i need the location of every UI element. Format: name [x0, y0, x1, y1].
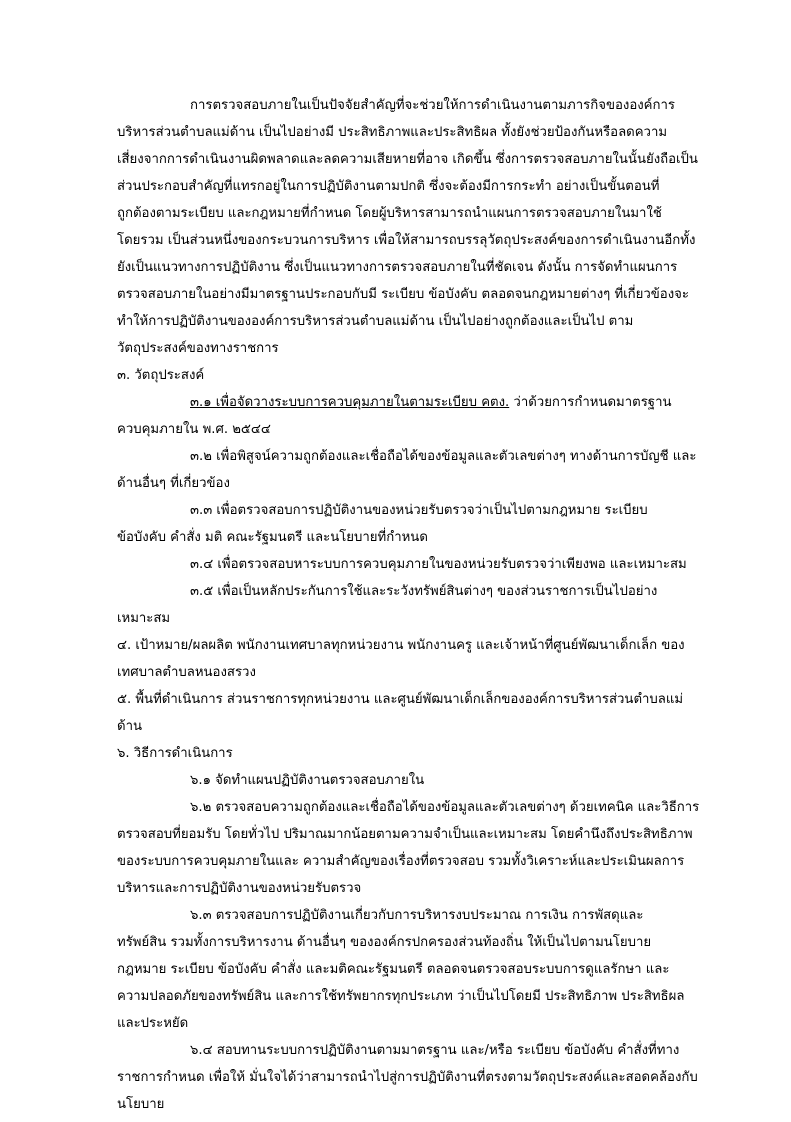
section-heading: ๖. วิธีการดำเนินการ — [117, 746, 233, 761]
section-heading: ๓. วัตถุประสงค์ — [117, 368, 205, 383]
objective-line: เหมาะสม — [117, 611, 171, 626]
paragraph-line: เทศบาลตำบลหนองสรวง — [117, 665, 256, 680]
method-line: ตรวจสอบที่ยอมรับ โดยทั่วไป ปริมาณมากน้อยตามความจำเป็นและเหมาะสม โดยคำนึงถึงประสิทธิภาพ — [117, 827, 693, 842]
objective-line-rest: ว่าด้วยการกำหนดมาตรฐาน — [509, 395, 672, 410]
method-line: ความปลอดภัยของทรัพย์สิน และการใช้ทรัพยากรทุกประเภท ว่าเป็นไปโดยมี ประสิทธิภาพ ประสิทธิผล — [117, 989, 685, 1004]
method-line: ทรัพย์สิน รวมทั้งการบริหารงาน ด้านอื่นๆ ขององค์กรปกครองส่วนท้องถิ่น ให้เป็นไปตามนโยบาย — [117, 935, 652, 950]
paragraph-line: ยังเป็นแนวทางการปฏิบัติงาน ซึ่งเป็นแนวทางการตรวจสอบภายในที่ชัดเจน ดังนั้น การจัดทำแผนการ — [117, 260, 678, 275]
method-line: นโยบาย — [117, 1097, 165, 1112]
method-line: บริหารและการปฏิบัติงานของหน่วยรับตรวจ — [117, 881, 362, 896]
method-line: ๖.๑ จัดทำแผนปฏิบัติงานตรวจสอบภายใน — [190, 773, 425, 788]
objective-line — [190, 393, 672, 413]
paragraph-line: ถูกต้องตามระเบียบ และกฎหมายที่กำหนด โดยผู้บริหารสามารถนำแผนการตรวจสอบภายในมาใช้ — [117, 206, 662, 221]
paragraph-line: เสี่ยงจากการดำเนินงานผิดพลาดและลดความเสียหายที่อาจ เกิดขึ้น ซึ่งการตรวจสอบภายในนั้นยังถือเป็น — [117, 152, 698, 167]
method-line: ๖.๓ ตรวจสอบการปฏิบัติงานเกี่ยวกับการบริหารงบประมาณ การเงิน การพัสดุและ — [190, 908, 644, 923]
method-line: กฎหมาย ระเบียบ ข้อบังคับ คำสั่ง และมติคณะรัฐมนตรี ตลอดจนตรวจสอบระบบการดูแลรักษา และ — [117, 962, 670, 977]
paragraph-line: บริหารส่วนตำบลแม่ด้าน เป็นไปอย่างมี ประสิทธิภาพและประสิทธิผล ทั้งยังช่วยป้องกันหรือลดความ — [117, 125, 668, 140]
objective-line: ๓.๒ เพื่อพิสูจน์ความถูกต้องและเชื่อถือได้ของข้อมูลและตัวเลขต่างๆ ทางด้านการบัญชี และ — [190, 449, 697, 464]
objective-line: ๓.๔ เพื่อตรวจสอบหาระบบการควบคุมภายในของหน่วยรับตรวจว่าเพียงพอ และเหมาะสม — [190, 557, 687, 572]
method-line: และประหยัด — [117, 1016, 189, 1031]
objective-line: ด้านอื่นๆ ที่เกี่ยวข้อง — [117, 476, 230, 491]
paragraph-line: การตรวจสอบภายในเป็นปัจจัยสำคัญที่จะช่วยให้การดำเนินงานตามภารกิจขององค์การ — [190, 98, 675, 113]
objective-line: ๓.๓ เพื่อตรวจสอบการปฏิบัติงานของหน่วยรับตรวจว่าเป็นไปตามกฎหมาย ระเบียบ — [190, 503, 648, 518]
paragraph-line: ทำให้การปฏิบัติงานขององค์การบริหารส่วนตำบลแม่ด้าน เป็นไปอย่างถูกต้องและเป็นไป ตาม — [117, 314, 634, 329]
objective-line: ควบคุมภายใน พ.ศ. ๒๕๔๔ — [117, 422, 271, 437]
paragraph-line: โดยรวม เป็นส่วนหนึ่งของกระบวนการบริหาร เพื่อให้สามารถบรรลุวัตถุประสงค์ของการดำเนินงานอีกทั้ง — [117, 233, 696, 248]
method-line: ๖.๒ ตรวจสอบความถูกต้องและเชื่อถือได้ของข้อมูลและตัวเลขต่างๆ ด้วยเทคนิค และวิธีการ — [190, 800, 700, 815]
objective-line: ข้อบังคับ คำสั่ง มติ คณะรัฐมนตรี และนโยบายที่กำหนด — [117, 530, 428, 545]
objective-line: ๓.๕ เพื่อเป็นหลักประกันการใช้และระวังทรัพย์สินต่างๆ ของส่วนราชการเป็นไปอย่าง — [190, 584, 658, 599]
section-heading: ๔. เป้าหมาย/ผลผลิต พนักงานเทศบาลทุกหน่วยงาน พนักงานครู และเจ้าหน้าที่ศูนย์พัฒนาเด็กเล็ก ของ — [117, 638, 685, 653]
paragraph-line: วัตถุประสงค์ของทางราชการ — [117, 341, 279, 356]
method-line: ๖.๔ สอบทานระบบการปฏิบัติงานตามมาตรฐาน และ/หรือ ระเบียบ ข้อบังคับ คำสั่งที่ทาง — [190, 1043, 680, 1058]
paragraph-line: ส่วนประกอบสำคัญที่แทรกอยู่ในการปฏิบัติงานตามปกติ ซึ่งจะต้องมีการกระทำ อย่างเป็นขั้นตอนที่ — [117, 179, 660, 194]
underlined-text: ๓.๑ เพื่อจัดวางระบบการควบคุมภายในตามระเบียบ คตง. — [190, 395, 510, 410]
method-line: ของระบบการควบคุมภายในและ ความสำคัญของเรื่องที่ตรวจสอบ รวมทั้งวิเคราะห์และประเมินผลการ — [117, 854, 685, 869]
paragraph-line: ด้าน — [117, 719, 142, 734]
paragraph-line: ตรวจสอบภายในอย่างมีมาตรฐานประกอบกับมี ระเบียบ ข้อบังคับ ตลอดจนกฎหมายต่างๆ ที่เกี่ยวข้องจะ — [117, 287, 689, 302]
section-heading: ๕. พื้นที่ดำเนินการ ส่วนราชการทุกหน่วยงาน และศูนย์พัฒนาเด็กเล็กขององค์การบริหารส่วนตำบลแม่ — [117, 692, 684, 707]
method-line: ราชการกำหนด เพื่อให้ มั่นใจได้ว่าสามารถนำไปสู่การปฏิบัติงานที่ตรงตามวัตถุประสงค์และสอดคล้องกับ — [117, 1070, 698, 1085]
